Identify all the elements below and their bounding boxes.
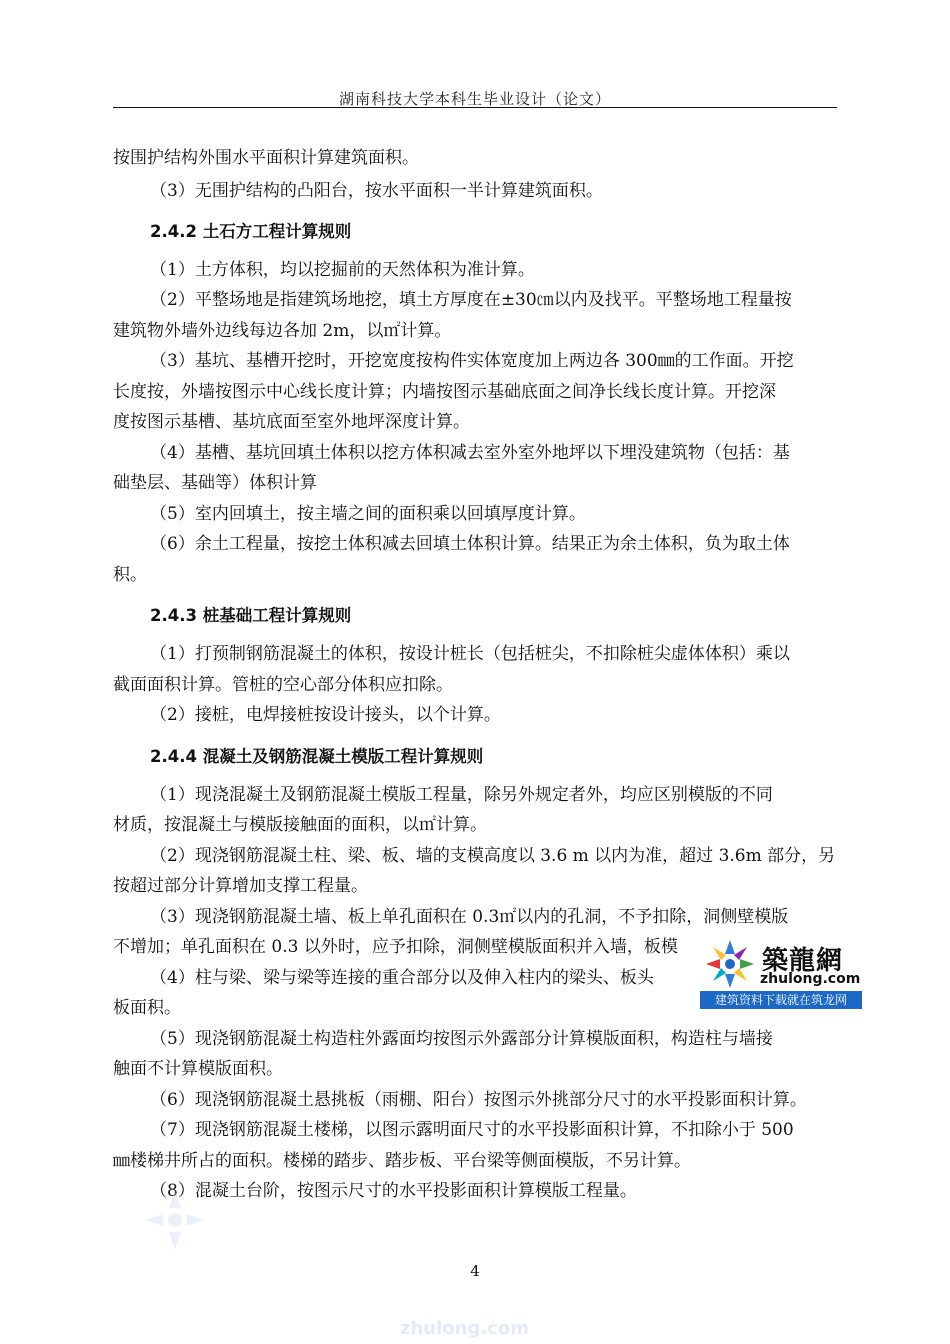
text-line: （1）现浇混凝土及钢筋混凝土模版工程量，除另外规定者外，均应区别模版的不同 [150, 785, 773, 805]
page-header: 湖南科技大学本科生毕业设计（论文） [338, 90, 611, 108]
section-heading-2-4-2: 2.4.2 土石方工程计算规则 [150, 222, 352, 241]
text-line: 板面积。 [113, 998, 181, 1018]
text-line: 按围护结构外围水平面积计算建筑面积。 [113, 148, 419, 168]
text-line: ㎜楼梯井所占的面积。楼梯的踏步、踏步板、平台梁等侧面模版，不另计算。 [113, 1151, 691, 1171]
text-line: （5）现浇钢筋混凝土构造柱外露面均按图示外露部分计算模版面积，构造柱与墙接 [150, 1029, 773, 1049]
text-line: 不增加；单孔面积在 0.3 以外时，应予扣除，洞侧壁模版面积并入墙，板模 [113, 937, 678, 957]
text-line: 积。 [113, 565, 147, 585]
text-line: （2）现浇钢筋混凝土柱、梁、板、墙的支模高度以 3.6 m 以内为准，超过 3.6m 部分，另 [150, 846, 836, 866]
section-heading-2-4-3: 2.4.3 桩基础工程计算规则 [150, 606, 352, 625]
text-line: （2）接桩，电焊接桩按设计接头，以个计算。 [150, 705, 501, 725]
text-line: 触面不计算模版面积。 [113, 1059, 283, 1079]
text-line: 长度按，外墙按图示中心线长度计算；内墙按图示基础底面之间净长线长度计算。开挖深 [113, 382, 776, 402]
watermark-text: zhulong.com [400, 1318, 529, 1339]
text-line: （4）柱与梁、梁与梁等连接的重合部分以及伸入柱内的梁头、板头 [150, 968, 654, 988]
text-line: （1）土方体积，均以挖掘前的天然体积为准计算。 [150, 260, 535, 280]
text-line: （6）现浇钢筋混凝土悬挑板（雨棚、阳台）按图示外挑部分尺寸的水平投影面积计算。 [150, 1090, 807, 1110]
text-line: 建筑物外墙外边线每边各加 2m，以㎡计算。 [113, 321, 452, 341]
text-line: （5）室内回填土，按主墙之间的面积乘以回填厚度计算。 [150, 504, 586, 524]
text-line: （3）现浇钢筋混凝土墙、板上单孔面积在 0.3㎡以内的孔洞，不予扣除，洞侧壁模版 [150, 907, 789, 927]
text-line: （6）余土工程量，按挖土体积减去回填土体积计算。结果正为余土体积，负为取土体 [150, 534, 790, 554]
logo-tagline: 建筑资料下载就在筑龙网 [700, 991, 862, 1009]
page-number: 4 [470, 1262, 480, 1280]
section-heading-2-4-4: 2.4.4 混凝土及钢筋混凝土模版工程计算规则 [150, 747, 484, 766]
text-line: （3）基坑、基槽开挖时，开挖宽度按构件实体宽度加上两边各 300㎜的工作面。开挖 [150, 351, 794, 371]
text-line: 按超过部分计算增加支撑工程量。 [113, 876, 368, 896]
text-line: （7）现浇钢筋混凝土楼梯，以图示露明面尺寸的水平投影面积计算，不扣除小于 500 [150, 1120, 794, 1140]
text-line: （4）基槽、基坑回填土体积以挖方体积减去室外室外地坪以下埋没建筑物（包括：基 [150, 443, 790, 463]
text-line: （3）无围护结构的凸阳台，按水平面积一半计算建筑面积。 [150, 181, 603, 201]
text-line: 截面面积计算。管桩的空心部分体积应扣除。 [113, 675, 453, 695]
zhulong-logo [700, 937, 862, 1009]
text-line: （1）打预制钢筋混凝土的体积，按设计桩长（包括桩尖，不扣除桩尖虚体体积）乘以 [150, 644, 790, 664]
text-line: 度按图示基槽、基坑底面至室外地坪深度计算。 [113, 412, 470, 432]
logo-title: 築龍網 [762, 946, 844, 976]
text-line: （2）平整场地是指建筑场地挖，填土方厚度在±30㎝以内及找平。平整场地工程量按 [150, 290, 792, 310]
logo-domain: zhulong.com [760, 971, 861, 987]
text-line: 础垫层、基础等）体积计算 [113, 473, 317, 493]
watermark-snowflake-icon [135, 1185, 245, 1255]
text-line: （8）混凝土台阶，按图示尺寸的水平投影面积计算模版工程量。 [150, 1181, 637, 1201]
zhulong-snowflake-icon [702, 937, 758, 991]
header-rule [113, 107, 837, 108]
text-line: 材质，按混凝土与模版接触面的面积，以㎡计算。 [113, 815, 487, 835]
